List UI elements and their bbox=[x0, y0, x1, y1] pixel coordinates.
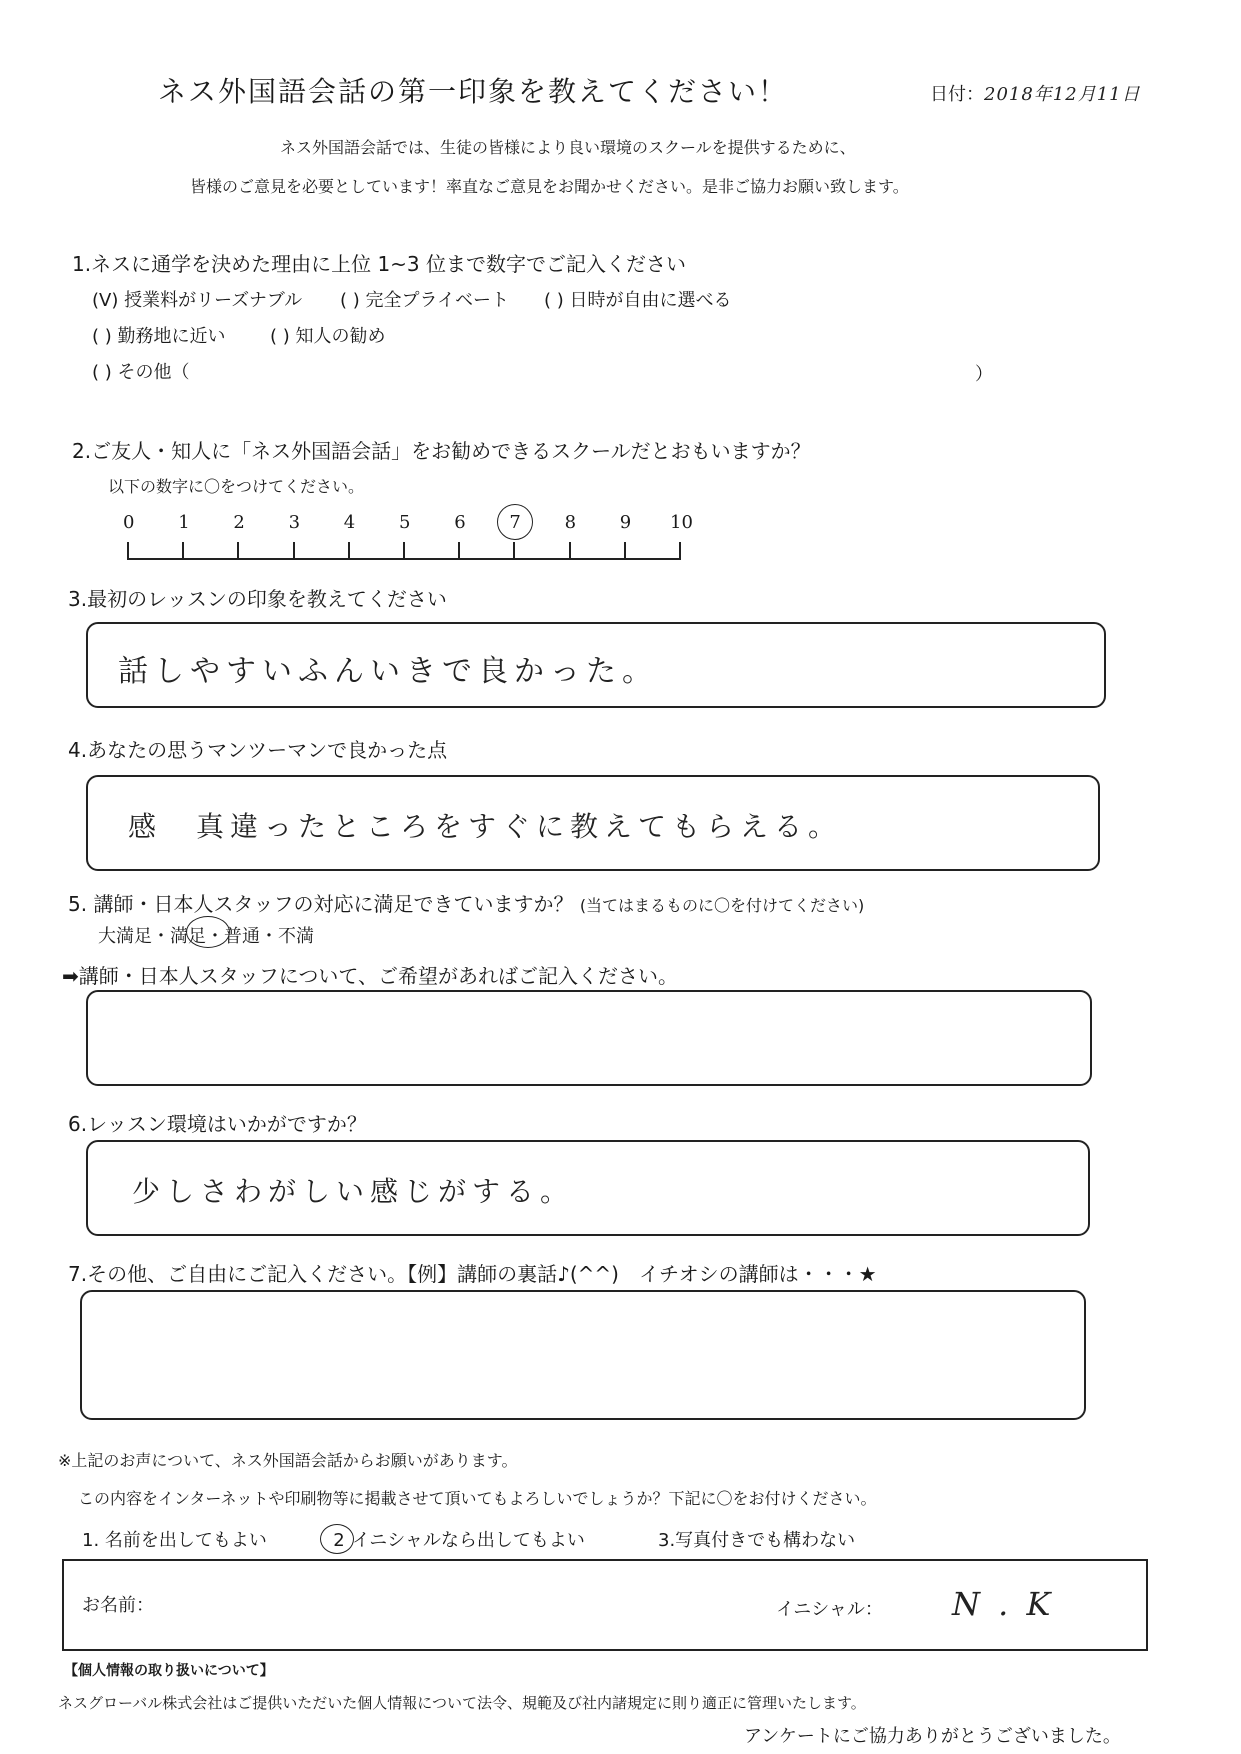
q1-option-label: 日時が自由に選べる bbox=[569, 290, 732, 311]
consent-option-initial[interactable] bbox=[326, 1526, 585, 1552]
q1-option-private[interactable] bbox=[340, 286, 509, 312]
scale-baseline bbox=[128, 558, 680, 560]
q1-option-label: 授業料がリーズナブル bbox=[124, 290, 303, 311]
consent-line-1: ※上記のお声について、ネス外国語会話からお願いがあります。 bbox=[58, 1451, 518, 1470]
q1-option-mark: ( ) bbox=[340, 290, 360, 311]
q1-option-near-work[interactable] bbox=[92, 322, 226, 348]
q1-option-mark: ( ) bbox=[92, 326, 112, 347]
q1-option-mark: ( ) bbox=[270, 326, 290, 347]
scale-label-8[interactable]: 8 bbox=[564, 512, 577, 533]
q1-option-label: その他（ bbox=[117, 362, 190, 383]
intro-line-2: 皆様のご意見を必要としています！率直なご意見をお聞かせください。是非ご協力お願い致します。 bbox=[190, 177, 909, 196]
q6-question: 6.レッスン環境はいかがですか？ bbox=[68, 1112, 367, 1136]
q1-other-close: ） bbox=[975, 364, 993, 385]
date-value: 2018年12月11日 bbox=[984, 84, 1141, 105]
q5-selected-circle bbox=[186, 916, 230, 948]
q5-followup: ➡講師・日本人スタッフについて、ご希望があればご記入ください。 bbox=[62, 964, 678, 988]
separator: ・ bbox=[152, 926, 170, 947]
q6-answer-text: 少しさわがしい感じがする。 bbox=[132, 1175, 575, 1208]
q3-question: 3.最初のレッスンの印象を教えてください bbox=[68, 587, 447, 611]
q1-option-reasonable[interactable] bbox=[92, 286, 302, 312]
q1-option-other[interactable] bbox=[92, 358, 190, 384]
q5-option-unsatisfied[interactable]: 不満 bbox=[278, 926, 314, 947]
consent-line-2: この内容をインターネットや印刷物等に掲載させて頂いてもよろしいでしょうか？下記に〇をお付けください。 bbox=[78, 1489, 877, 1508]
q5-option-satisfied[interactable]: 満足 bbox=[170, 926, 206, 947]
scale-label-10[interactable]: 10 bbox=[670, 512, 693, 533]
q1-option-label: 完全プライベート bbox=[365, 290, 509, 311]
date-field[interactable] bbox=[930, 80, 1141, 106]
initial-value[interactable]: N . K bbox=[952, 1585, 1055, 1623]
q4-answer-box[interactable] bbox=[86, 775, 1100, 871]
q2-instruction: 以下の数字に〇をつけてください。 bbox=[108, 477, 365, 496]
q7-answer-box[interactable] bbox=[80, 1290, 1086, 1420]
q4-question: 4.あなたの思うマンツーマンで良かった点 bbox=[68, 738, 448, 762]
name-initial-box bbox=[62, 1559, 1148, 1651]
q5-question bbox=[68, 888, 864, 917]
q1-option-mark: ( ) bbox=[544, 290, 564, 311]
q1-option-mark: (V) bbox=[92, 290, 119, 311]
page-title: ネス外国語会話の第一印象を教えてください！ bbox=[158, 75, 789, 108]
privacy-text: ネスグローバル株式会社はご提供いただいた個人情報について法令、規範及び社内諸規定に則り適正に管理いたします。 bbox=[58, 1694, 866, 1712]
scale-label-4[interactable]: 4 bbox=[343, 512, 356, 533]
q5-option-normal[interactable]: 普通 bbox=[224, 926, 260, 947]
scale-label-3[interactable]: 3 bbox=[288, 512, 301, 533]
scale-label-0[interactable]: 0 bbox=[123, 512, 135, 533]
thanks-message: アンケートにご協力ありがとうございました。 bbox=[744, 1726, 1121, 1747]
q2-question: 2.ご友人・知人に「ネス外国語会話」をお勧めできるスクールだとおもいますか？ bbox=[72, 439, 811, 463]
consent-option-name[interactable]: 1. 名前を出してもよい bbox=[82, 1530, 267, 1551]
q1-option-label: 知人の勧め bbox=[295, 326, 386, 347]
initial-label: イニシャル： bbox=[776, 1599, 883, 1620]
date-label: 日付： bbox=[930, 84, 984, 105]
q3-answer-box[interactable] bbox=[86, 622, 1106, 708]
q5-option-very-satisfied[interactable]: 大満足 bbox=[98, 926, 152, 947]
intro-line-1: ネス外国語会話では、生徒の皆様により良い環境のスクールを提供するために、 bbox=[280, 138, 856, 157]
q1-question: 1.ネスに通学を決めた理由に上位 1~3 位まで数字でご記入ください bbox=[72, 252, 687, 276]
privacy-title: 【個人情報の取り扱いについて】 bbox=[64, 1663, 274, 1679]
q4-answer-text: 感 真違ったところをすぐに教えてもらえる。 bbox=[128, 810, 843, 843]
q1-option-mark: ( ) bbox=[92, 362, 112, 383]
scale-label-5[interactable]: 5 bbox=[399, 512, 411, 533]
q3-answer-text: 話しやすいふんいきで良かった。 bbox=[118, 654, 658, 689]
scale-selected-circle bbox=[497, 504, 533, 540]
consent-selected-circle bbox=[320, 1524, 354, 1554]
q5-question-text: 5. 講師・日本人スタッフの対応に満足できていますか？ bbox=[68, 892, 574, 916]
scale-label-9[interactable]: 9 bbox=[619, 512, 632, 533]
name-label: お名前： bbox=[82, 1595, 154, 1616]
scale-label-2[interactable]: 2 bbox=[233, 512, 245, 533]
separator: ・ bbox=[260, 926, 278, 947]
q1-option-label: 勤務地に近い bbox=[117, 326, 226, 347]
consent-option-initial-label: イニシャルなら出してもよい bbox=[352, 1530, 585, 1551]
scale-label-6[interactable]: 6 bbox=[454, 512, 466, 533]
q1-option-schedule[interactable] bbox=[544, 286, 732, 312]
q6-answer-box[interactable] bbox=[86, 1140, 1090, 1236]
consent-option-initial-num: 2 bbox=[333, 1530, 345, 1551]
q5-note: (当てはまるものに〇を付けてください) bbox=[579, 896, 865, 915]
q5-followup-box[interactable] bbox=[86, 990, 1092, 1086]
q7-question: 7.その他、ご自由にご記入ください。【例】講師の裏話♪(^^) イチオシの講師は・・・★ bbox=[68, 1262, 877, 1286]
separator: ・ bbox=[206, 926, 224, 947]
scale-label-7[interactable]: 7 bbox=[509, 512, 521, 533]
consent-option-photo[interactable]: 3.写真付きでも構わない bbox=[658, 1530, 856, 1551]
q1-option-referral[interactable] bbox=[270, 322, 386, 348]
scale-label-1[interactable]: 1 bbox=[178, 512, 190, 533]
